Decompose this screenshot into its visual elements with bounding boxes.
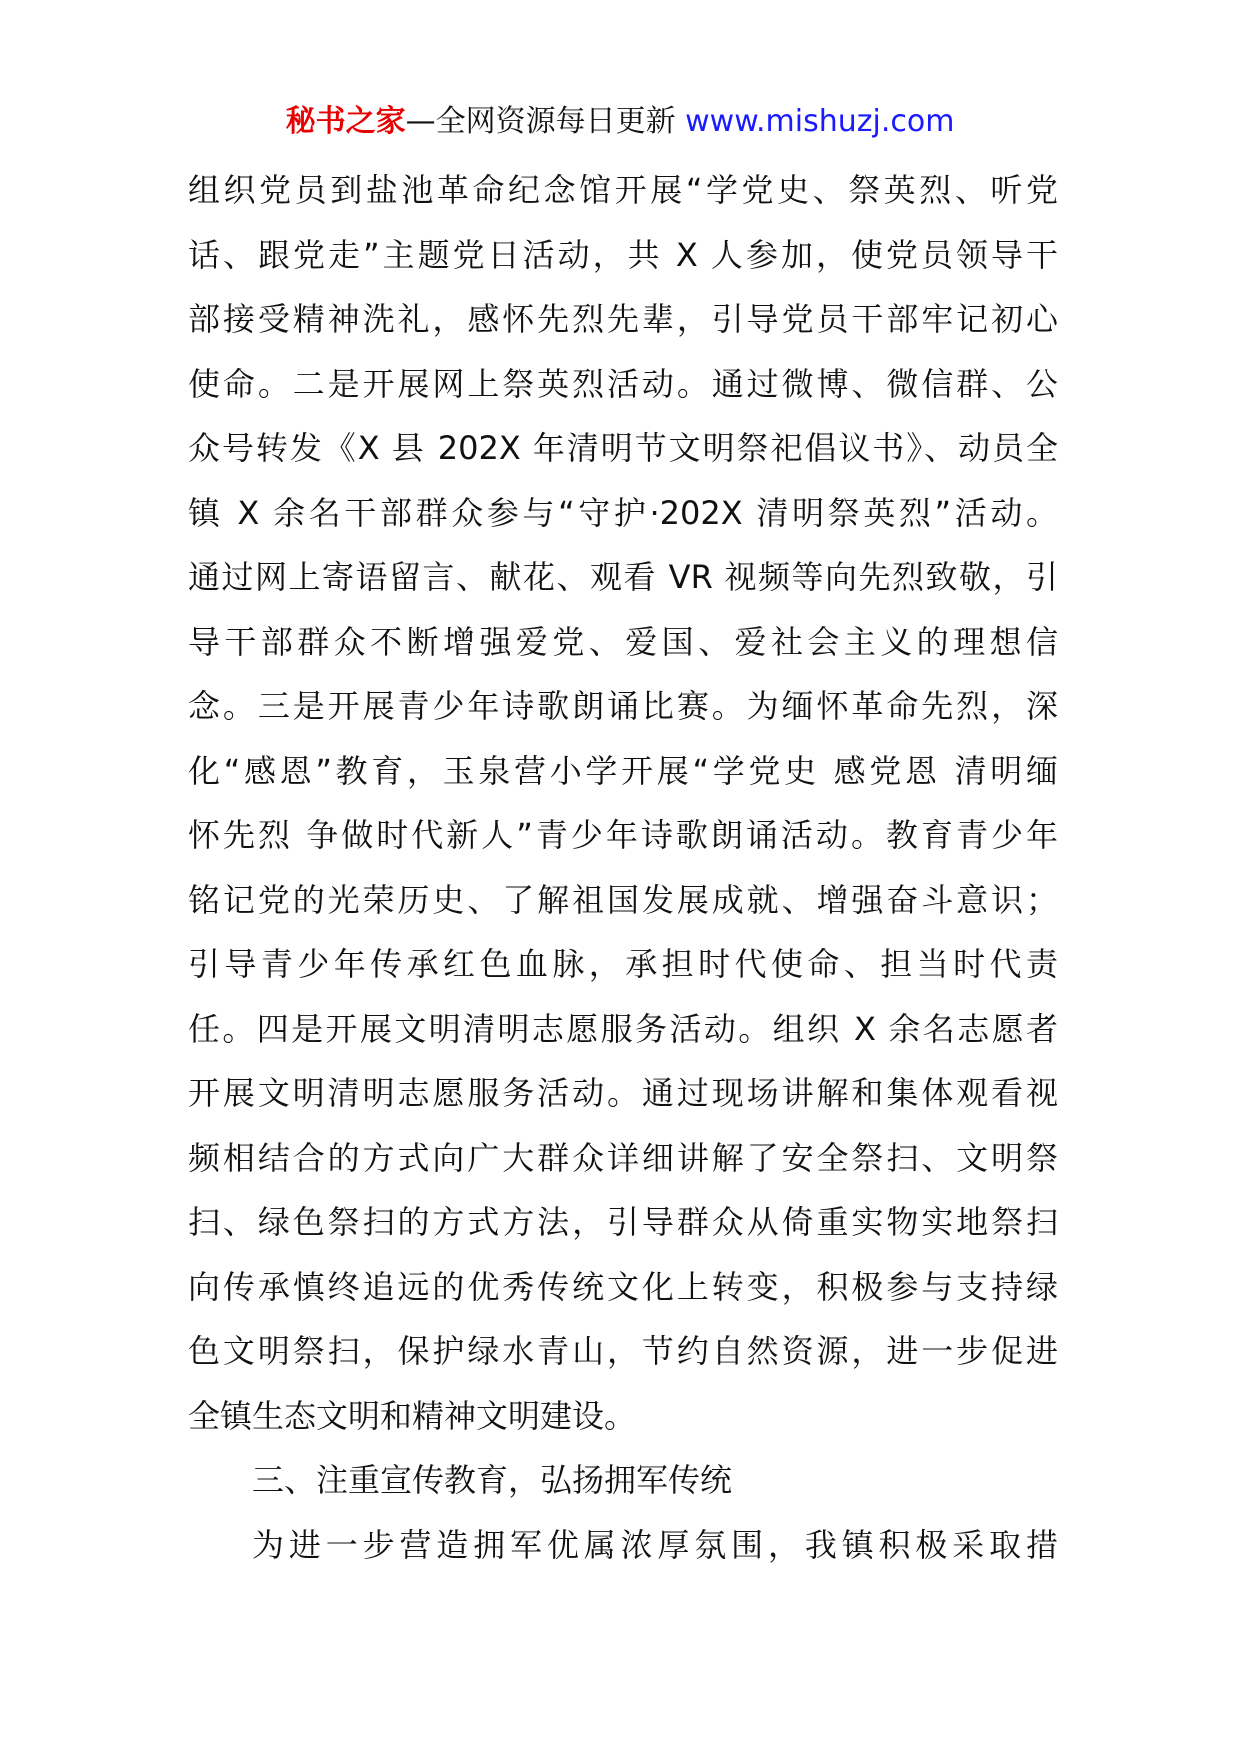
document-body — [188, 158, 1058, 1577]
body-line: 频相结合的方式向广大群众详细讲解了安全祭扫、文明祭 — [188, 1138, 1058, 1177]
website-link[interactable]: www.mishuzj.com — [685, 104, 955, 139]
body-line: 镇 X 余名干部群众参与“守护·202X 清明祭英烈”活动。 — [188, 493, 1058, 532]
body-line: 部接受精神洗礼，感怀先烈先辈，引导党员干部牢记初心 — [188, 300, 1058, 338]
body-line: 色文明祭扫，保护绿水青山，节约自然资源，进一步促进 — [188, 1332, 1058, 1370]
body-line: 通过网上寄语留言、献花、观看 VR 视频等向先烈致敬，引 — [188, 558, 1058, 596]
body-line: 使命。二是开展网上祭英烈活动。通过微博、微信群、公 — [188, 364, 1058, 403]
body-line: 铭记党的光荣历史、了解祖国发展成就、增强奋斗意识； — [188, 880, 1058, 919]
body-line: 化“感恩”教育，玉泉营小学开展“学党史 感党恩 清明缅 — [188, 751, 1058, 790]
body-line: 向传承慎终追远的优秀传统文化上转变，积极参与支持绿 — [188, 1267, 1058, 1306]
body-line: 全镇生态文明和精神文明建设。 — [188, 1396, 637, 1435]
header-tagline: —全网资源每日更新 — [405, 104, 676, 139]
body-line: 众号转发《X 县 202X 年清明节文明祭祀倡议书》、动员全 — [188, 429, 1058, 467]
body-line: 为进一步营造拥军优属浓厚氛围，我镇积极采取措 — [252, 1525, 1058, 1564]
page-header — [0, 100, 1240, 144]
body-line: 导干部群众不断增强爱党、爱国、爱社会主义的理想信 — [188, 622, 1058, 661]
body-line: 扫、绿色祭扫的方式方法，引导群众从倚重实物实地祭扫 — [188, 1203, 1058, 1241]
body-line: 引导青少年传承红色血脉，承担时代使命、担当时代责 — [188, 945, 1058, 983]
body-line: 话、跟党走”主题党日活动，共 X 人参加，使党员领导干 — [188, 235, 1058, 274]
body-line: 念。三是开展青少年诗歌朗诵比赛。为缅怀革命先烈，深 — [188, 687, 1058, 725]
body-line: 任。四是开展文明清明志愿服务活动。组织 X 余名志愿者 — [188, 1009, 1058, 1048]
brand-name: 秘书之家 — [285, 104, 406, 139]
body-line: 怀先烈 争做时代新人”青少年诗歌朗诵活动。教育青少年 — [188, 816, 1058, 854]
body-line: 开展文明清明志愿服务活动。通过现场讲解和集体观看视 — [188, 1074, 1058, 1112]
section-heading: 三、注重宣传教育，弘扬拥军传统 — [252, 1461, 733, 1499]
body-line: 组织党员到盐池革命纪念馆开展“学党史、祭英烈、听党 — [188, 171, 1058, 209]
